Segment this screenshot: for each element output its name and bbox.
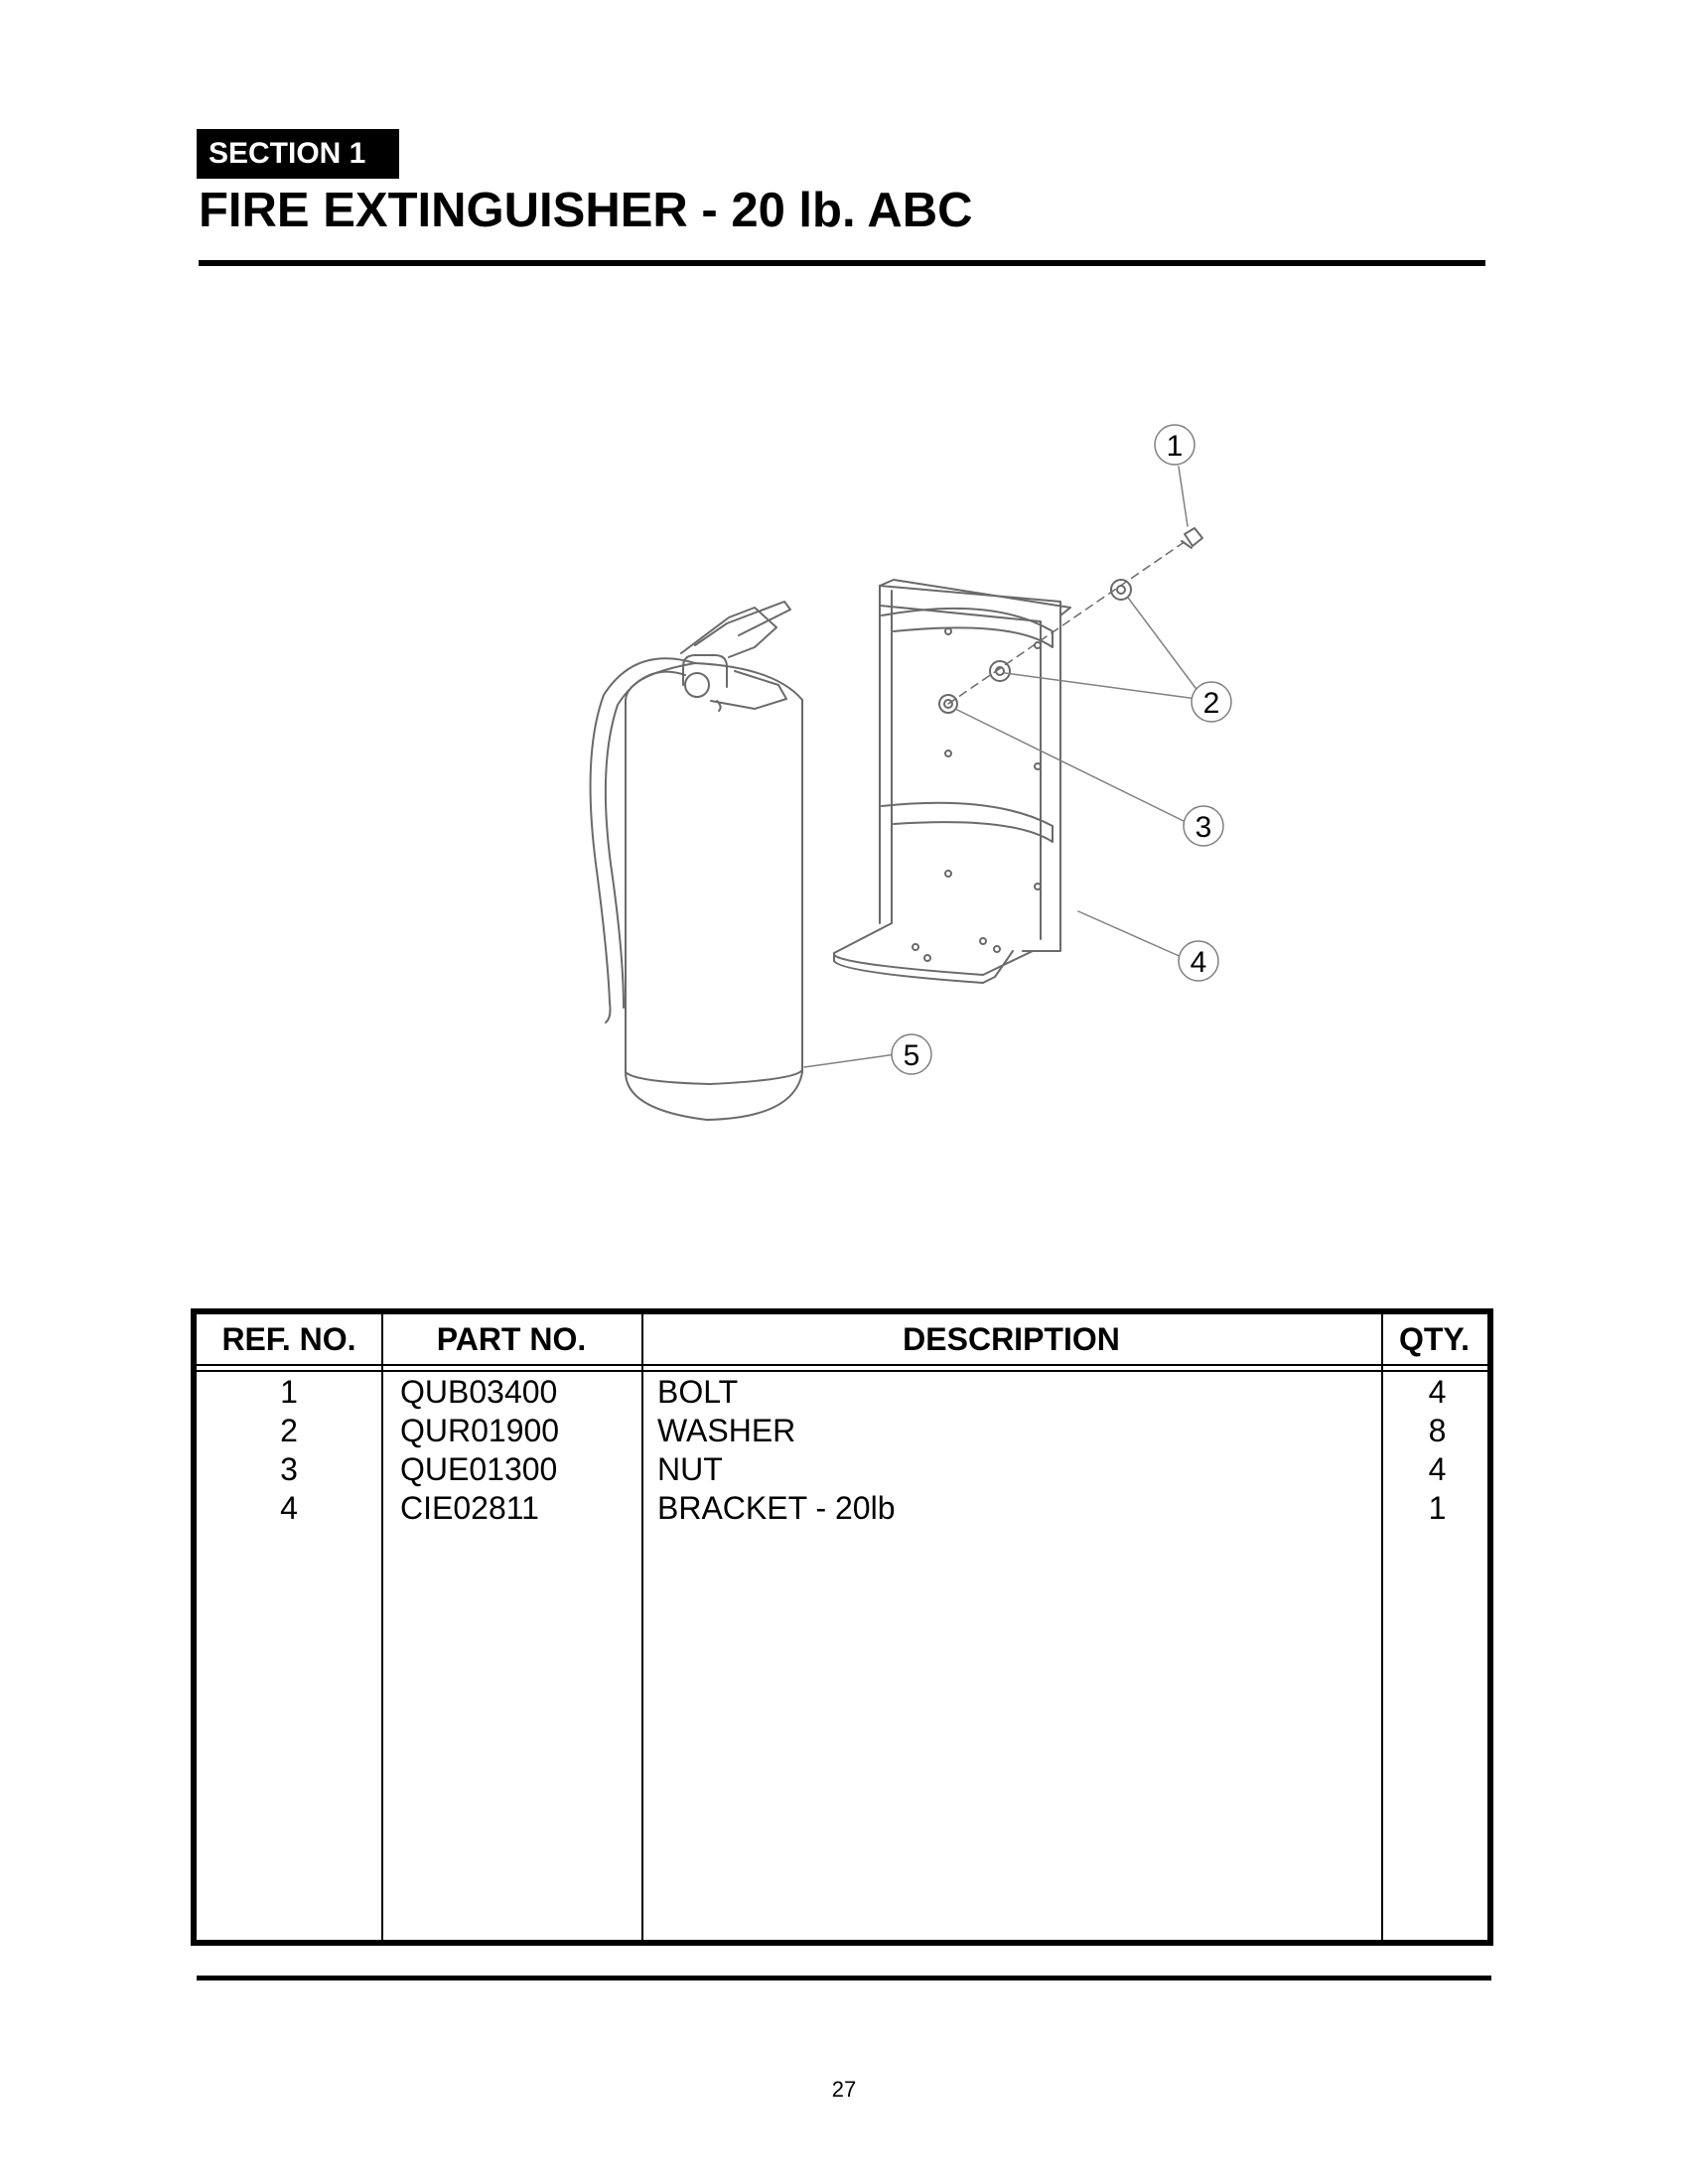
qty-cell: 1 xyxy=(1428,1490,1447,1526)
qty-cell: 4 xyxy=(1428,1374,1447,1410)
section-badge: SECTION 1 xyxy=(197,129,399,179)
footer-rule xyxy=(197,1976,1491,1980)
table-row xyxy=(197,1489,1487,1528)
description-cell: WASHER xyxy=(657,1413,796,1448)
header-qty: QTY. xyxy=(1398,1321,1471,1357)
ref-cell: 2 xyxy=(280,1413,298,1448)
svg-text:2: 2 xyxy=(1202,687,1220,720)
part-cell: QUE01300 xyxy=(400,1451,558,1487)
page-title: FIRE EXTINGUISHER - 20 lb. ABC xyxy=(199,184,973,237)
svg-text:3: 3 xyxy=(1195,811,1212,844)
svg-text:5: 5 xyxy=(903,1039,920,1072)
qty-cell: 8 xyxy=(1428,1413,1447,1448)
callout-5 xyxy=(892,1034,931,1074)
ref-cell: 1 xyxy=(280,1374,298,1410)
header-rule xyxy=(197,1364,1487,1366)
qty-cell: 4 xyxy=(1428,1451,1447,1487)
header-rule xyxy=(197,1370,1487,1372)
svg-text:4: 4 xyxy=(1190,946,1207,979)
leader-lines xyxy=(804,467,1204,1067)
description-cell: BRACKET - 20lb xyxy=(657,1490,896,1526)
table-row xyxy=(197,1450,1487,1489)
extinguisher-drawing xyxy=(591,602,802,1120)
page-number: 27 xyxy=(831,2077,857,2102)
parts-table xyxy=(191,1308,1493,1946)
description-cell: BOLT xyxy=(657,1374,739,1410)
header-ref-no: REF. NO. xyxy=(221,1321,356,1357)
callout-4 xyxy=(1179,941,1218,981)
svg-text:1: 1 xyxy=(1166,430,1184,463)
ref-cell: 4 xyxy=(280,1490,298,1526)
bracket-drawing xyxy=(834,528,1202,983)
table-row xyxy=(197,1373,1487,1412)
header-description: DESCRIPTION xyxy=(903,1321,1120,1357)
header-part-no: PART NO. xyxy=(436,1321,587,1357)
part-cell: QUB03400 xyxy=(400,1374,558,1410)
ref-cell: 3 xyxy=(280,1451,298,1487)
callout-3 xyxy=(1184,806,1223,846)
part-cell: CIE02811 xyxy=(400,1490,539,1526)
table-row xyxy=(197,1412,1487,1450)
description-cell: NUT xyxy=(657,1451,723,1487)
callout-2 xyxy=(1192,682,1231,722)
part-cell: QUR01900 xyxy=(400,1413,560,1448)
callout-1 xyxy=(1155,425,1195,465)
